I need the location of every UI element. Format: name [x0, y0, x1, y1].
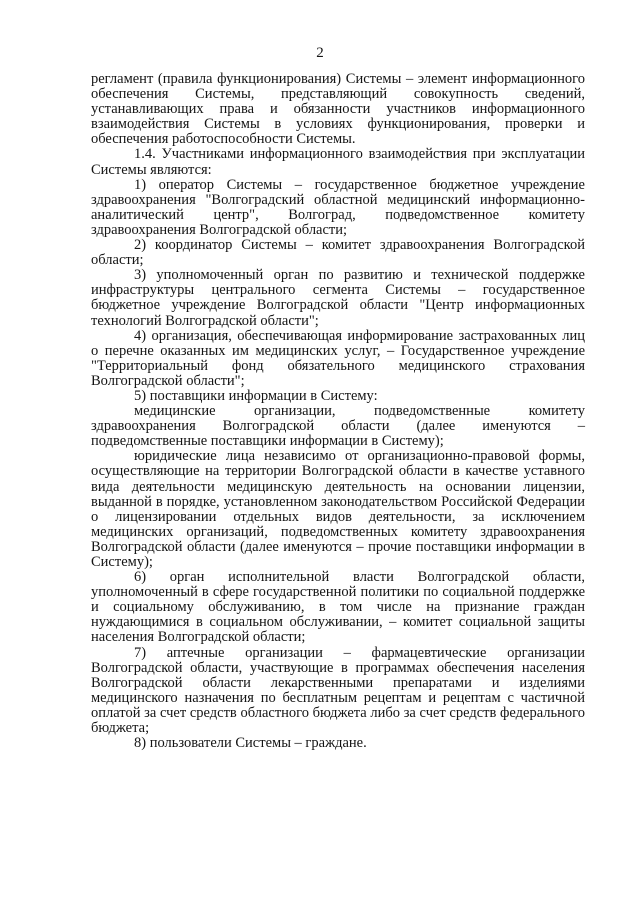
paragraph-insured-information-org: 4) организация, обеспечивающая информирование застрахованных лиц о перечне оказанных им медицинских услуг, – Государственное учреждение "Территориальный фонд обязательного медицинского страхования Волгоградской области"; — [91, 327, 585, 389]
paragraph-social-protection-authority: 6) орган исполнительной власти Волгоградской области, уполномоченный в сфере государственной политики по социальной поддержке и социальному обслуживанию, в том числе на признание граждан нуждающимися в социальном обслуживании, – комитет социальной защиты населения Волгоградской области; — [91, 569, 585, 646]
paragraph-participants-heading: 1.4. Участниками информационного взаимодействия при эксплуатации Системы являются: — [91, 146, 585, 178]
paragraph-other-suppliers: юридические лица независимо от организационно-правовой формы, осуществляющие на территории Волгоградской области в качестве уставного вида деятельности медицинскую деятельность на основании лицензии, выданной в порядке, установленном законодательством Российской Федерации о лицензировании отдельных видов деятельности, за исключением медицинских организаций, подведомственных комитету здравоохранения Волгоградской области (далее именуются – прочие поставщики информации в Систему); — [91, 448, 585, 570]
paragraph-information-suppliers: 5) поставщики информации в Систему: — [134, 387, 378, 404]
paragraph-pharmacy-organizations: 7) аптечные организации – фармацевтические организации Волгоградской области, участвующие в программах обеспечения населения Волгоградской области лекарственными препаратами и изделиями медицинского назначения по бесплатным рецептам и рецептам с частичной оплатой за счет средств областного бюджета либо за счет средств федерального бюджета; — [91, 644, 585, 737]
paragraph-subordinate-suppliers: медицинские организации, подведомственные комитету здравоохранения Волгоградской области (далее именуются – подведомственные поставщики информации в Систему); — [91, 403, 585, 450]
paragraph-infrastructure-authority: 3) уполномоченный орган по развитию и технической поддержке инфраструктуры центрального сегмента Системы – государственное бюджетное учреждение Волгоградской области "Центр информационных технологий Волгоградской области"; — [91, 267, 585, 329]
paragraph-regulation-definition: регламент (правила функционирования) Системы – элемент информационного обеспечения Системы, представляющий совокупность сведений, устанавливающих права и обязанности участников информационного взаимодействия Системы в условиях функционирования, проверки и обеспечения работоспособности Системы. — [91, 71, 585, 148]
paragraph-system-users: 8) пользователи Системы – граждане. — [134, 735, 367, 752]
paragraph-system-operator: 1) оператор Системы – государственное бюджетное учреждение здравоохранения "Волгоградский областной медицинский информационно-аналитический центр", Волгоград, подведомственное комитету здравоохранения Волгоградской области; — [91, 176, 585, 238]
document-body — [91, 72, 585, 751]
paragraph-system-coordinator: 2) координатор Системы – комитет здравоохранения Волгоградской области; — [91, 237, 585, 269]
page-number: 2 — [316, 45, 324, 61]
